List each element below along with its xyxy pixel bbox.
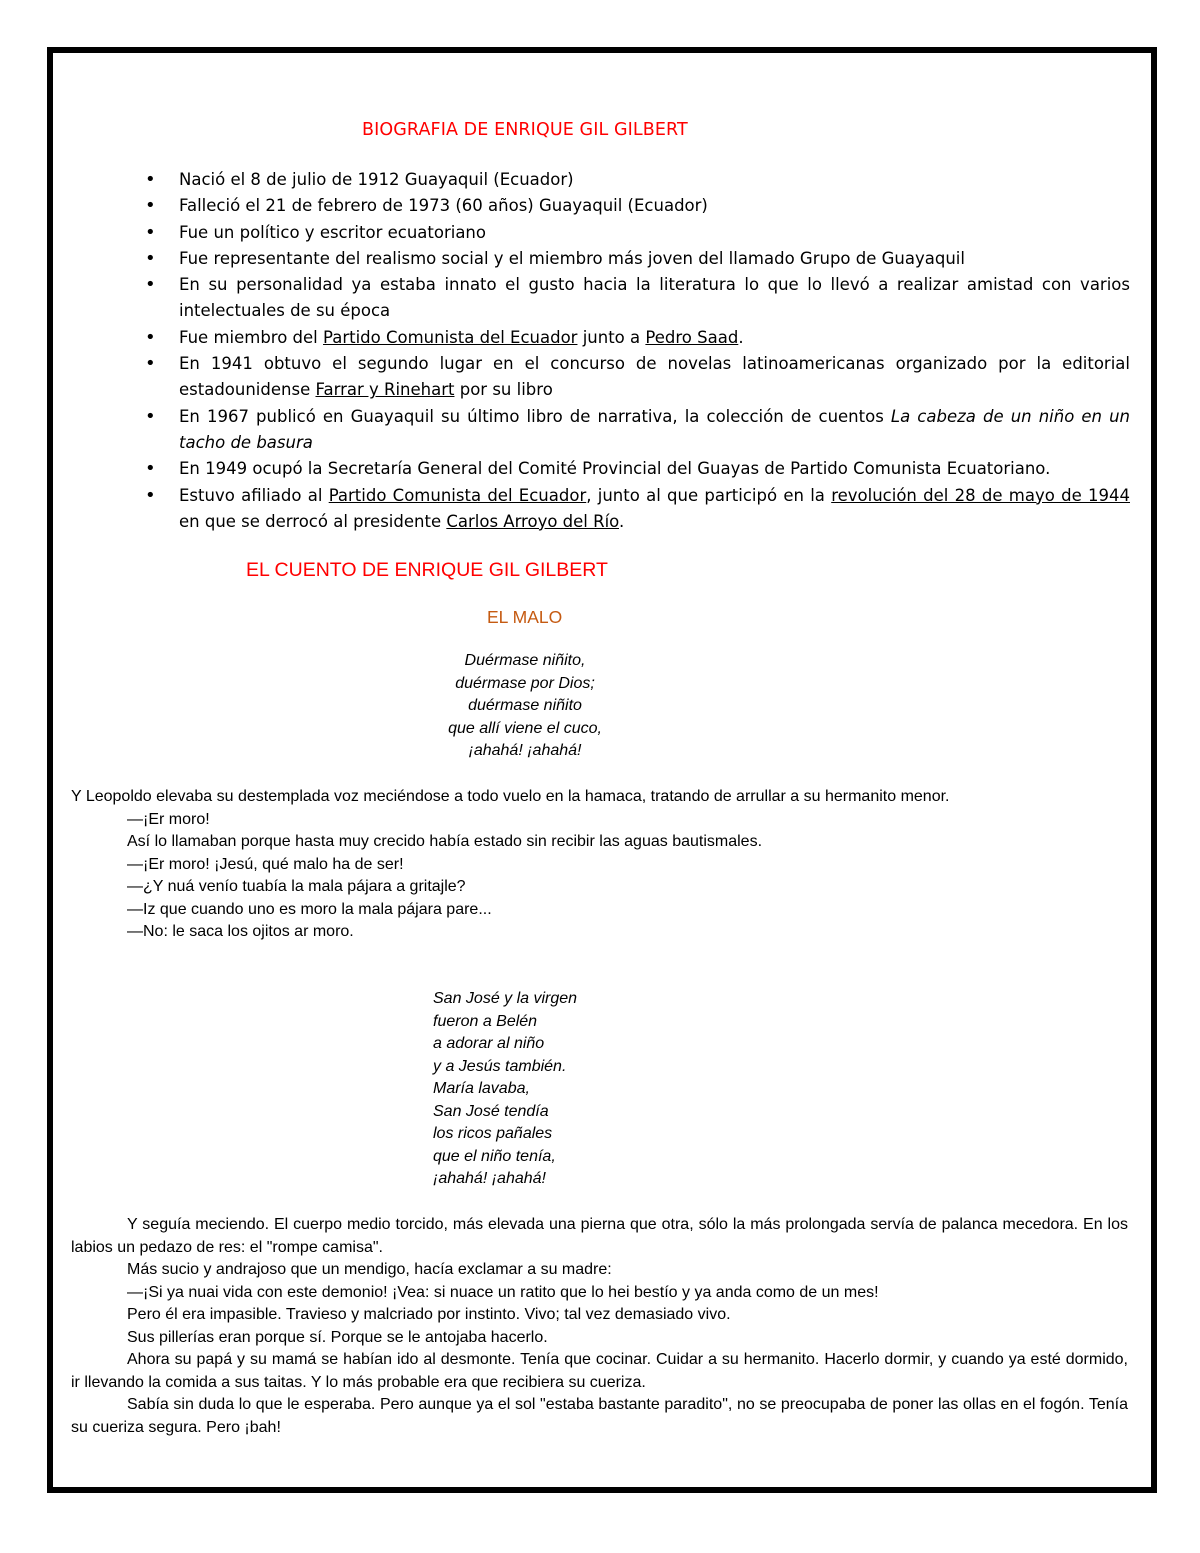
paragraph: Sus pillerías eran porque sí. Porque se le antojaba hacerlo. [127, 1328, 548, 1346]
link-partido-comunista[interactable]: Partido Comunista del Ecuador [323, 327, 578, 347]
poem-line: ¡ahahá! ¡ahahá! [468, 742, 582, 759]
list-item: • En su personalidad ya estaba innato el gusto hacia la literatura lo que lo llevó a realizar amistad con varios intelectuales de su época [145, 272, 1130, 325]
paragraph: Y Leopoldo elevaba su destemplada voz meciéndose a todo vuelo en la hamaca, tratando de arrullar a su hermanito menor. [71, 788, 950, 805]
list-item: • Fue representante del realismo social y el miembro más joven del llamado Grupo de Guayaquil [145, 246, 1130, 272]
poem-line: duérmase niñito [468, 697, 582, 714]
paragraph: Ahora su papá y su mamá se habían ido al desmonte. Tenía que cocinar. Cuidar a su hermanito. Hacerlo dormir, y cuando ya esté dormido, ir llevando la comida a sus taitas. Y lo más probable era que recibiera su cueriza. [71, 1351, 1128, 1391]
biography-title: BIOGRAFIA DE ENRIQUE GIL GILBERT [362, 120, 688, 140]
story-title: EL MALO [487, 607, 563, 627]
paragraph: —No: le saca los ojitos ar moro. [127, 923, 354, 940]
list-item: • En 1967 publicó en Guayaquil su último libro de narrativa, la colección de cuentos La cabeza de un niño en un tacho de basura [145, 404, 1130, 457]
paragraph: Más sucio y andrajoso que un mendigo, hacía exclamar a su madre: [127, 1261, 612, 1278]
poem-line: San José y la virgen [433, 990, 578, 1007]
story-text-block-1 [71, 786, 1128, 944]
link-farrar-rinehart[interactable]: Farrar y Rinehart [315, 380, 455, 400]
biography-list [145, 167, 1130, 535]
poem-line: fueron a Belén [433, 1012, 538, 1030]
paragraph: —¡Si ya nuai vida con este demonio! ¡Vea: si nuace un ratito que lo hei bestío y ya anda como de un mes! [127, 1283, 879, 1301]
list-item: • Falleció el 21 de febrero de 1973 (60 años) Guayaquil (Ecuador) [145, 193, 1130, 219]
book-title: La cabeza de un niño en un tacho de basura [179, 406, 1131, 452]
list-item: • Nació el 8 de julio de 1912 Guayaquil (Ecuador) [145, 167, 1130, 193]
list-item: • En 1941 obtuvo el segundo lugar en el concurso de novelas latinoamericanas organizado por la editorial estadounidense Farrar y Rinehart por su libro [145, 351, 1130, 404]
story-text-block-2 [71, 1214, 1128, 1439]
poem-line: a adorar al niño [433, 1035, 545, 1052]
link-partido-comunista-2[interactable]: Partido Comunista del Ecuador [328, 485, 587, 505]
poem-line: y a Jesús también. [433, 1057, 567, 1075]
paragraph: —¿Y nuá venío tuabía la mala pájara a gritajle? [127, 878, 466, 895]
poem-line: María lavaba, [433, 1080, 530, 1097]
paragraph: Así lo llamaban porque hasta muy crecido había estado sin recibir las aguas bautismales. [127, 833, 763, 850]
link-pedro-saad[interactable]: Pedro Saad [645, 327, 739, 347]
paragraph: Pero él era impasible. Travieso y malcriado por instinto. Vivo; tal vez demasiado vivo. [127, 1306, 731, 1323]
paragraph: Sabía sin duda lo que le esperaba. Pero aunque ya el sol "estaba bastante paradito", no se preocupaba de poner las ollas en el fogón. Tenía su cueriza segura. Pero ¡bah! [71, 1396, 1128, 1436]
poem-line: que el niño tenía, [433, 1147, 556, 1165]
poem-line: San José tendía [433, 1102, 549, 1120]
link-revolucion-1944[interactable]: revolución del 28 de mayo de 1944 [831, 485, 1130, 505]
section-title: EL CUENTO DE ENRIQUE GIL GILBERT [246, 559, 608, 581]
list-item: • Fue miembro del Partido Comunista del Ecuador junto a Pedro Saad. [145, 325, 1130, 351]
lullaby-poem [400, 650, 650, 763]
paragraph: —¡Er moro! [127, 810, 210, 828]
list-item: • En 1949 ocupó la Secretaría General del Comité Provincial del Guayas de Partido Comunista Ecuatoriano. [145, 456, 1130, 482]
paragraph: —Iz que cuando uno es moro la mala pájara pare... [127, 900, 492, 918]
christmas-poem [433, 988, 577, 1191]
link-carlos-arroyo[interactable]: Carlos Arroyo del Río [446, 511, 619, 531]
poem-line: duérmase por Dios; [455, 674, 595, 692]
paragraph: —¡Er moro! ¡Jesú, qué malo ha de ser! [127, 855, 404, 873]
poem-line: los ricos pañales [433, 1125, 553, 1142]
list-item: • Estuvo afiliado al Partido Comunista del Ecuador, junto al que participó en la revolución del 28 de mayo de 1944 en que se derrocó al presidente Carlos Arroyo del Río. [145, 483, 1130, 536]
poem-line: que allí viene el cuco, [448, 719, 602, 737]
list-item: • Fue un político y escritor ecuatoriano [145, 220, 1130, 246]
poem-line: Duérmase niñito, [464, 652, 586, 669]
paragraph: Y seguía meciendo. El cuerpo medio torcido, más elevada una pierna que otra, sólo la más prolongada servía de palanca mecedora. En los labios un pedazo de res: el "rompe camisa". [71, 1216, 1128, 1256]
poem-line: ¡ahahá! ¡ahahá! [433, 1170, 546, 1187]
